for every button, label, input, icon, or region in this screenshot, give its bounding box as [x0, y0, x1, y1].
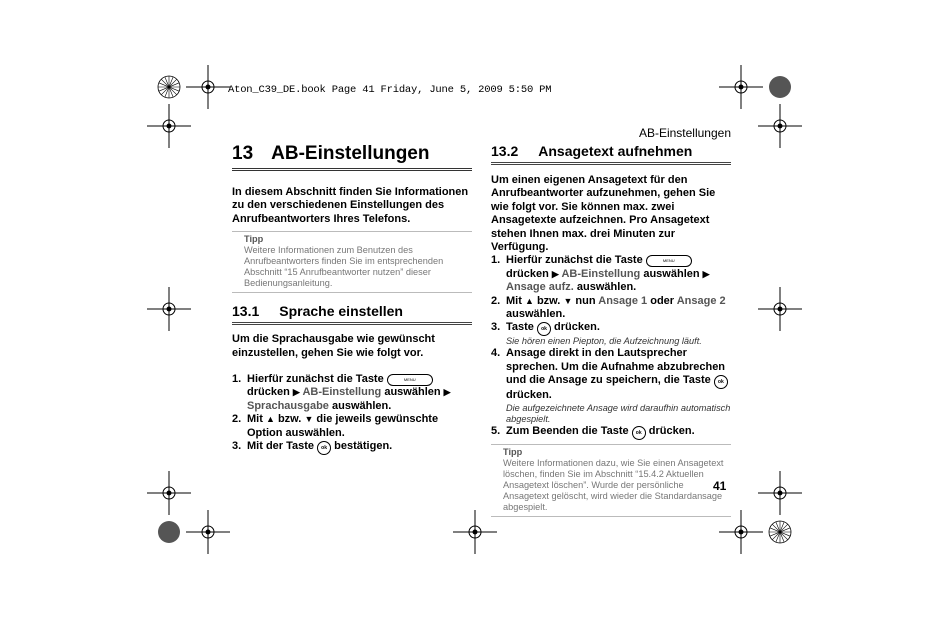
- section-title: Ansagetext aufnehmen: [538, 143, 693, 159]
- ok-key-icon: ok: [632, 426, 646, 440]
- tip-box: [232, 231, 472, 293]
- section-number: 13.2: [491, 143, 519, 159]
- section-heading: [491, 143, 731, 165]
- down-arrow-icon: ▼: [304, 414, 314, 425]
- steps-list: [232, 373, 472, 455]
- section-intro: Um die Sprachausgabe wie gewünscht einzustellen, gehen Sie wie folgt vor.: [232, 333, 435, 359]
- page-number: 41: [713, 479, 727, 493]
- list-item: 5. Zum Beenden die Taste ok drücken.: [491, 425, 731, 440]
- list-item: 1. Hierfür zunächst die Taste MENU drücken ▶ AB-Einstellung auswählen ▶ Sprachausgabe auswählen.: [232, 373, 451, 412]
- section-heading: [232, 303, 472, 325]
- chapter-heading: [232, 143, 472, 171]
- step-note: Die aufgezeichnete Ansage wird daraufhin automatisch abgespielt.: [506, 402, 731, 424]
- chapter-intro: In diesem Abschnitt finden Sie Informationen zu den verschiedenen Einstellungen des Anrufbeantworters Ihres Telefons.: [232, 186, 469, 225]
- menu-key-icon: MENU: [387, 374, 433, 386]
- ok-key-icon: ok: [537, 322, 551, 336]
- menu-key-icon: MENU: [646, 255, 692, 267]
- section-title: Sprache einstellen: [279, 303, 403, 320]
- section-intro: Um einen eigenen Ansagetext für den Anrufbeantworter aufzunehmen, gehen Sie wie folgt vor. Sie können max. zwei Ansagetexte aufzeichnen. Pro Ansagetext stehen Ihnen max. drei Minuten zur Verfügung.: [491, 174, 716, 254]
- right-column: [491, 143, 731, 517]
- list-item: 2. Mit ▲ bzw. ▼ die jeweils gewünschte Option auswählen.: [232, 413, 439, 439]
- steps-list: [491, 254, 731, 439]
- section-number: 13.1: [232, 303, 260, 320]
- chapter-title: AB-Einstellungen: [271, 143, 430, 164]
- tip-text: Weitere Informationen dazu, wie Sie einen Ansagetext löschen, finden Sie im Abschnitt “15.4.2 Aktuellen Ansagetext löschen”. Wurde der persönliche Ansagetext gelöscht, wird wieder die Standardansage abgespielt.: [503, 457, 724, 512]
- arrow-right-icon: ▶: [702, 268, 710, 279]
- list-item: 1. Hierfür zunächst die Taste MENU drücken ▶ AB-Einstellung auswählen ▶ Ansage aufz. auswählen.: [491, 254, 710, 294]
- print-slug: Aton_C39_DE.book Page 41 Friday, June 5, 2009 5:50 PM: [228, 84, 552, 96]
- arrow-right-icon: ▶: [292, 387, 300, 398]
- chapter-number: 13: [232, 143, 254, 164]
- up-arrow-icon: ▲: [524, 295, 534, 306]
- running-head: AB-Einstellungen: [638, 126, 731, 140]
- tip-title: Tipp: [244, 234, 264, 245]
- left-column: [232, 143, 472, 455]
- step-note: Sie hören einen Piepton, die Aufzeichnung läuft.: [506, 336, 702, 347]
- down-arrow-icon: ▼: [563, 295, 573, 306]
- list-item: 3. Taste ok drücken. Sie hören einen Piepton, die Aufzeichnung läuft.: [491, 321, 731, 347]
- arrow-right-icon: ▶: [443, 387, 451, 398]
- ok-key-icon: ok: [714, 375, 728, 389]
- tip-box: [491, 444, 731, 517]
- tip-text: Weitere Informationen zum Benutzen des Anrufbeantworters finden Sie im entsprechenden Abschnitt “15 Anrufbeantworter nutzen” dieser Bedienungsanleitung.: [244, 245, 444, 289]
- up-arrow-icon: ▲: [265, 414, 275, 425]
- tip-title: Tipp: [503, 446, 523, 457]
- list-item: 2. Mit ▲ bzw. ▼ nun Ansage 1 oder Ansage 2 auswählen.: [491, 294, 726, 321]
- arrow-right-icon: ▶: [551, 268, 559, 279]
- list-item: 4. Ansage direkt in den Lautsprecher sprechen. Um die Aufnahme abzubrechen und die Ansage zu speichern, die Taste ok drücken. Die aufgezeichnete Ansage wird daraufhin automatisch abgespielt.: [491, 347, 731, 424]
- ok-key-icon: ok: [317, 441, 331, 455]
- list-item: 3. Mit der Taste ok bestätigen.: [232, 440, 472, 455]
